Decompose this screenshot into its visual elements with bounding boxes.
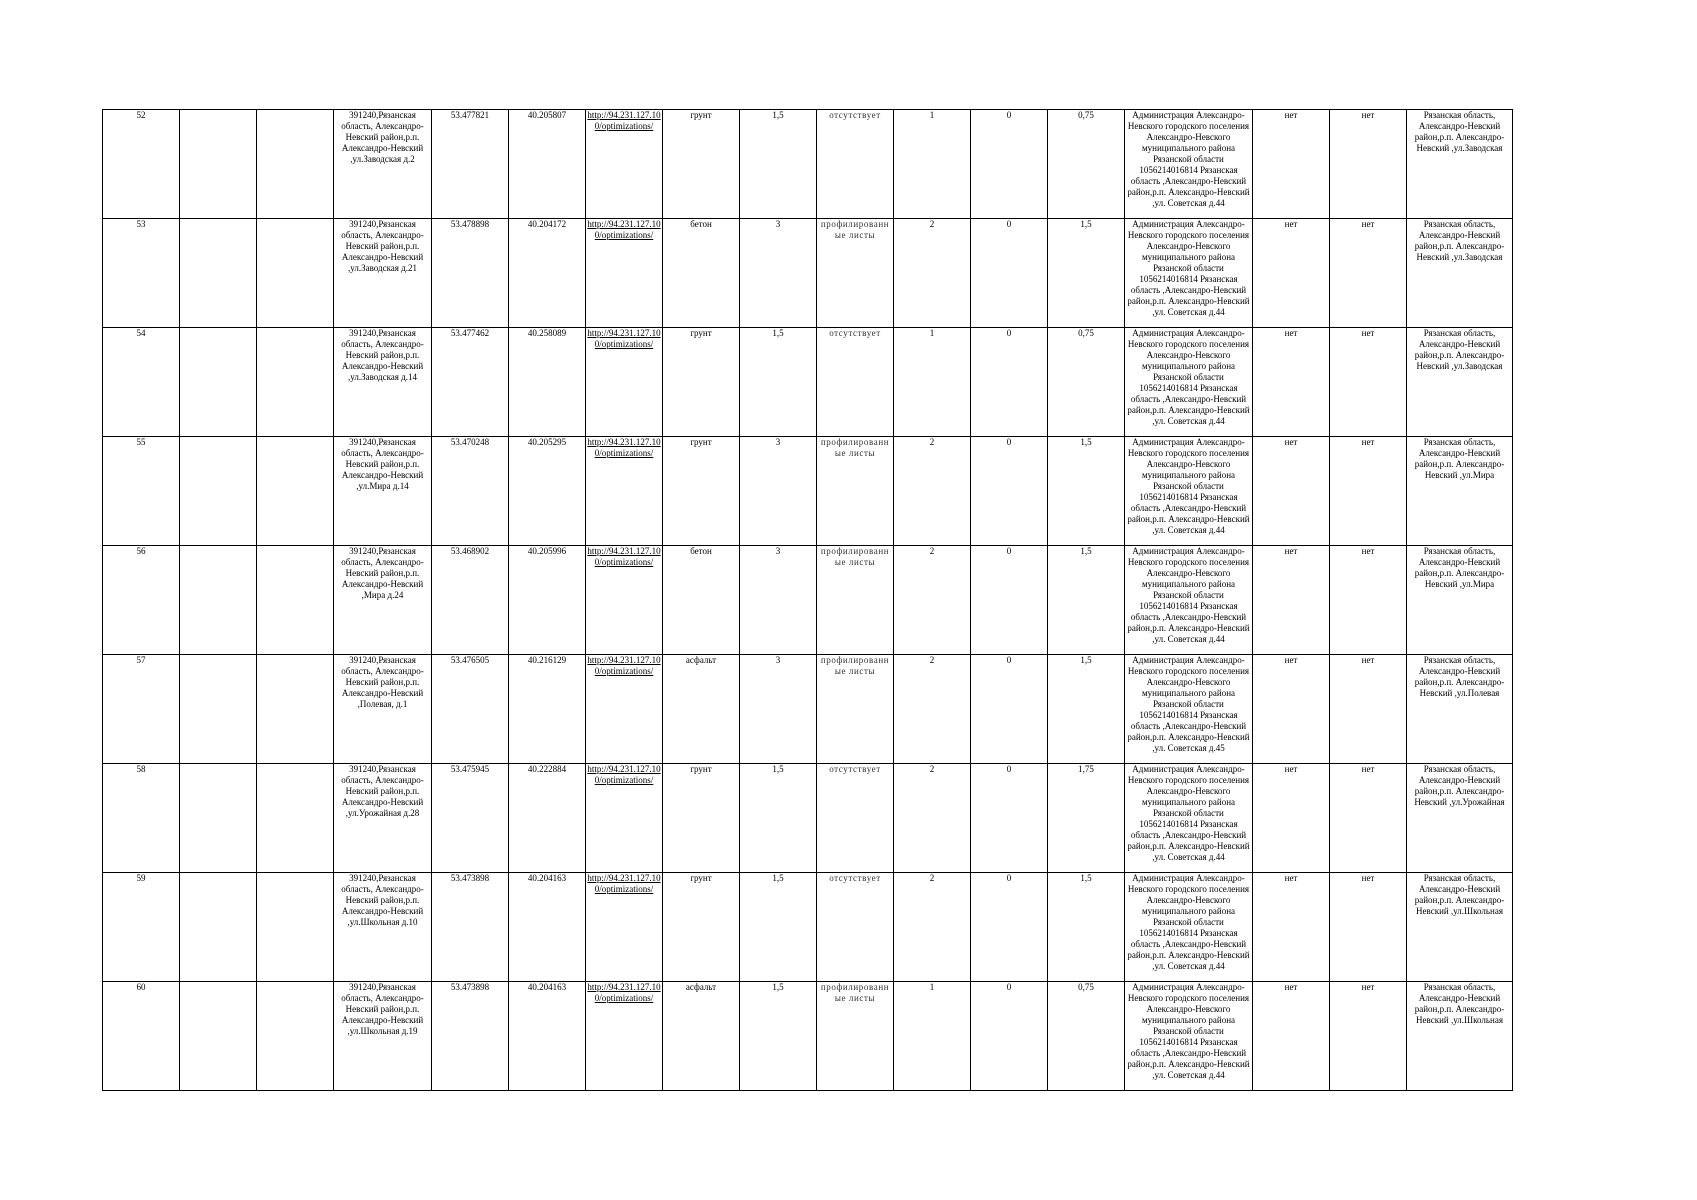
address-cell: 391240,Рязанская область, Александро-Невский район,р.п. Александро-Невский ,Мира д.24	[334, 546, 432, 655]
latitude-cell: 53.477462	[432, 328, 509, 437]
container-count-cell: 2	[894, 655, 971, 764]
owner-info-cell: Администрация Александро-Невского городского поселения Александро-Невского муниципального района Рязанской области 1056214016814 Рязанская область ,Александро-Невский район,р.п. Александро-Невский ,ул. Советская д.44	[1125, 437, 1253, 546]
owner-info-cell: Администрация Александро-Невского городского поселения Александро-Невского муниципального района Рязанской области 1056214016814 Рязанская область ,Александро-Невский район,р.п. Александро-Невский ,ул. Советская д.44	[1125, 982, 1253, 1091]
longitude-cell: 40.258089	[509, 328, 586, 437]
status-cell: нет	[1330, 546, 1407, 655]
waste-sources-cell: Рязанская область, Александро-Невский район,р.п. Александро-Невский ,ул.Заводская	[1407, 219, 1513, 328]
table-row	[103, 873, 1513, 982]
planned-containers-cell: 0	[971, 873, 1048, 982]
empty-cell	[257, 110, 334, 219]
surface-type-cell: грунт	[663, 764, 740, 873]
fence-type-cell: отсутствует	[817, 873, 894, 982]
planned-containers-cell: 0	[971, 655, 1048, 764]
area-cell: 1,5	[740, 764, 817, 873]
surface-type-cell: грунт	[663, 437, 740, 546]
address-cell: 391240,Рязанская область, Александро-Невский район,р.п. Александро-Невский ,ул.Школьная д.10	[334, 873, 432, 982]
empty-cell	[180, 437, 257, 546]
volume-cell: 1,75	[1048, 764, 1125, 873]
status-cell: нет	[1253, 873, 1330, 982]
row-number-cell: 57	[103, 655, 180, 764]
status-cell: нет	[1253, 328, 1330, 437]
table-row	[103, 546, 1513, 655]
waste-sources-cell: Рязанская область, Александро-Невский район,р.п. Александро-Невский ,ул.Школьная	[1407, 873, 1513, 982]
address-cell: 391240,Рязанская область, Александро-Невский район,р.п. Александро-Невский ,Полевая, д.1	[334, 655, 432, 764]
row-number-cell: 53	[103, 219, 180, 328]
volume-cell: 1,5	[1048, 546, 1125, 655]
row-number-cell: 52	[103, 110, 180, 219]
map-link[interactable]: http://94.231.127.10 0/optimizations/	[586, 764, 663, 873]
planned-containers-cell: 0	[971, 764, 1048, 873]
owner-info-cell: Администрация Александро-Невского городского поселения Александро-Невского муниципального района Рязанской области 1056214016814 Рязанская область ,Александро-Невский район,р.п. Александро-Невский ,ул. Советская д.44	[1125, 328, 1253, 437]
table-row	[103, 655, 1513, 764]
area-cell: 3	[740, 546, 817, 655]
latitude-cell: 53.476505	[432, 655, 509, 764]
planned-containers-cell: 0	[971, 219, 1048, 328]
volume-cell: 1,5	[1048, 219, 1125, 328]
latitude-cell: 53.473898	[432, 982, 509, 1091]
status-cell: нет	[1253, 982, 1330, 1091]
latitude-cell: 53.468902	[432, 546, 509, 655]
row-number-cell: 55	[103, 437, 180, 546]
map-link[interactable]: http://94.231.127.10 0/optimizations/	[586, 873, 663, 982]
row-number-cell: 60	[103, 982, 180, 1091]
container-count-cell: 2	[894, 546, 971, 655]
table-row	[103, 110, 1513, 219]
surface-type-cell: грунт	[663, 873, 740, 982]
empty-cell	[180, 110, 257, 219]
fence-type-cell: профилированные листы	[817, 437, 894, 546]
planned-containers-cell: 0	[971, 437, 1048, 546]
waste-sources-cell: Рязанская область, Александро-Невский район,р.п. Александро-Невский ,ул.Мира	[1407, 437, 1513, 546]
fence-type-cell: отсутствует	[817, 110, 894, 219]
status-cell: нет	[1330, 655, 1407, 764]
table-row	[103, 219, 1513, 328]
planned-containers-cell: 0	[971, 110, 1048, 219]
owner-info-cell: Администрация Александро-Невского городского поселения Александро-Невского муниципального района Рязанской области 1056214016814 Рязанская область ,Александро-Невский район,р.п. Александро-Невский ,ул. Советская д.44	[1125, 219, 1253, 328]
status-cell: нет	[1330, 764, 1407, 873]
empty-cell	[257, 764, 334, 873]
latitude-cell: 53.470248	[432, 437, 509, 546]
waste-sources-cell: Рязанская область, Александро-Невский район,р.п. Александро-Невский ,ул.Заводская	[1407, 110, 1513, 219]
latitude-cell: 53.473898	[432, 873, 509, 982]
container-count-cell: 2	[894, 219, 971, 328]
status-cell: нет	[1253, 110, 1330, 219]
map-link[interactable]: http://94.231.127.10 0/optimizations/	[586, 437, 663, 546]
planned-containers-cell: 0	[971, 982, 1048, 1091]
owner-info-cell: Администрация Александро-Невского городского поселения Александро-Невского муниципального района Рязанской области 1056214016814 Рязанская область ,Александро-Невский район,р.п. Александро-Невский ,ул. Советская д.44	[1125, 110, 1253, 219]
row-number-cell: 54	[103, 328, 180, 437]
area-cell: 3	[740, 437, 817, 546]
empty-cell	[180, 655, 257, 764]
empty-cell	[257, 655, 334, 764]
longitude-cell: 40.216129	[509, 655, 586, 764]
status-cell: нет	[1330, 219, 1407, 328]
empty-cell	[257, 437, 334, 546]
container-count-cell: 1	[894, 110, 971, 219]
address-cell: 391240,Рязанская область, Александро-Невский район,р.п. Александро-Невский ,ул.Заводская д.2	[334, 110, 432, 219]
longitude-cell: 40.204163	[509, 982, 586, 1091]
volume-cell: 1,5	[1048, 437, 1125, 546]
status-cell: нет	[1253, 219, 1330, 328]
empty-cell	[180, 328, 257, 437]
volume-cell: 1,5	[1048, 873, 1125, 982]
status-cell: нет	[1330, 982, 1407, 1091]
empty-cell	[257, 219, 334, 328]
status-cell: нет	[1330, 328, 1407, 437]
map-link[interactable]: http://94.231.127.10 0/optimizations/	[586, 328, 663, 437]
waste-sources-cell: Рязанская область, Александро-Невский район,р.п. Александро-Невский ,ул.Заводская	[1407, 328, 1513, 437]
empty-cell	[180, 546, 257, 655]
map-link[interactable]: http://94.231.127.10 0/optimizations/	[586, 655, 663, 764]
status-cell: нет	[1253, 437, 1330, 546]
waste-sources-cell: Рязанская область, Александро-Невский район,р.п. Александро-Невский ,ул.Урожайная	[1407, 764, 1513, 873]
surface-type-cell: бетон	[663, 219, 740, 328]
table-row	[103, 437, 1513, 546]
empty-cell	[180, 764, 257, 873]
longitude-cell: 40.204163	[509, 873, 586, 982]
planned-containers-cell: 0	[971, 546, 1048, 655]
container-count-cell: 2	[894, 764, 971, 873]
empty-cell	[257, 546, 334, 655]
container-count-cell: 2	[894, 437, 971, 546]
empty-cell	[180, 873, 257, 982]
map-link[interactable]: http://94.231.127.10 0/optimizations/	[586, 219, 663, 328]
owner-info-cell: Администрация Александро-Невского городского поселения Александро-Невского муниципального района Рязанской области 1056214016814 Рязанская область ,Александро-Невский район,р.п. Александро-Невский ,ул. Советская д.44	[1125, 546, 1253, 655]
surface-type-cell: грунт	[663, 328, 740, 437]
registry-table	[102, 109, 1513, 1091]
longitude-cell: 40.205807	[509, 110, 586, 219]
empty-cell	[180, 219, 257, 328]
area-cell: 1,5	[740, 873, 817, 982]
table-row	[103, 764, 1513, 873]
map-link[interactable]: http://94.231.127.10 0/optimizations/	[586, 546, 663, 655]
area-cell: 1,5	[740, 328, 817, 437]
waste-sources-cell: Рязанская область, Александро-Невский район,р.п. Александро-Невский ,ул.Школьная	[1407, 982, 1513, 1091]
waste-sources-cell: Рязанская область, Александро-Невский район,р.п. Александро-Невский ,ул.Полевая	[1407, 655, 1513, 764]
fence-type-cell: профилированные листы	[817, 982, 894, 1091]
status-cell: нет	[1253, 655, 1330, 764]
table-row	[103, 982, 1513, 1091]
address-cell: 391240,Рязанская область, Александро-Невский район,р.п. Александро-Невский ,ул.Школьная д.19	[334, 982, 432, 1091]
owner-info-cell: Администрация Александро-Невского городского поселения Александро-Невского муниципального района Рязанской области 1056214016814 Рязанская область ,Александро-Невский район,р.п. Александро-Невский ,ул. Советская д.44	[1125, 873, 1253, 982]
fence-type-cell: отсутствует	[817, 328, 894, 437]
volume-cell: 1,5	[1048, 655, 1125, 764]
volume-cell: 0,75	[1048, 328, 1125, 437]
map-link[interactable]: http://94.231.127.10 0/optimizations/	[586, 982, 663, 1091]
empty-cell	[257, 873, 334, 982]
latitude-cell: 53.478898	[432, 219, 509, 328]
longitude-cell: 40.222884	[509, 764, 586, 873]
registry-rows	[103, 110, 1513, 1091]
fence-type-cell: профилированные листы	[817, 546, 894, 655]
area-cell: 3	[740, 219, 817, 328]
map-link[interactable]: http://94.231.127.10 0/optimizations/	[586, 110, 663, 219]
surface-type-cell: асфальт	[663, 655, 740, 764]
waste-sources-cell: Рязанская область, Александро-Невский район,р.п. Александро-Невский ,ул.Мира	[1407, 546, 1513, 655]
address-cell: 391240,Рязанская область, Александро-Невский район,р.п. Александро-Невский ,ул.Урожайная д.28	[334, 764, 432, 873]
planned-containers-cell: 0	[971, 328, 1048, 437]
latitude-cell: 53.475945	[432, 764, 509, 873]
fence-type-cell: профилированные листы	[817, 655, 894, 764]
fence-type-cell: профилированные листы	[817, 219, 894, 328]
longitude-cell: 40.205295	[509, 437, 586, 546]
owner-info-cell: Администрация Александро-Невского городского поселения Александро-Невского муниципального района Рязанской области 1056214016814 Рязанская область ,Александро-Невский район,р.п. Александро-Невский ,ул. Советская д.44	[1125, 764, 1253, 873]
volume-cell: 0,75	[1048, 982, 1125, 1091]
area-cell: 3	[740, 655, 817, 764]
status-cell: нет	[1330, 110, 1407, 219]
address-cell: 391240,Рязанская область, Александро-Невский район,р.п. Александро-Невский ,ул.Заводская д.14	[334, 328, 432, 437]
empty-cell	[257, 328, 334, 437]
surface-type-cell: асфальт	[663, 982, 740, 1091]
status-cell: нет	[1330, 437, 1407, 546]
surface-type-cell: грунт	[663, 110, 740, 219]
volume-cell: 0,75	[1048, 110, 1125, 219]
container-count-cell: 1	[894, 982, 971, 1091]
row-number-cell: 58	[103, 764, 180, 873]
table-row	[103, 328, 1513, 437]
longitude-cell: 40.204172	[509, 219, 586, 328]
area-cell: 1,5	[740, 110, 817, 219]
row-number-cell: 59	[103, 873, 180, 982]
surface-type-cell: бетон	[663, 546, 740, 655]
container-count-cell: 1	[894, 328, 971, 437]
status-cell: нет	[1253, 764, 1330, 873]
status-cell: нет	[1253, 546, 1330, 655]
longitude-cell: 40.205996	[509, 546, 586, 655]
container-count-cell: 2	[894, 873, 971, 982]
address-cell: 391240,Рязанская область, Александро-Невский район,р.п. Александро-Невский ,ул.Заводская д.21	[334, 219, 432, 328]
owner-info-cell: Администрация Александро-Невского городского поселения Александро-Невского муниципального района Рязанской области 1056214016814 Рязанская область ,Александро-Невский район,р.п. Александро-Невский ,ул. Советская д.45	[1125, 655, 1253, 764]
row-number-cell: 56	[103, 546, 180, 655]
empty-cell	[257, 982, 334, 1091]
fence-type-cell: отсутствует	[817, 764, 894, 873]
status-cell: нет	[1330, 873, 1407, 982]
latitude-cell: 53.477821	[432, 110, 509, 219]
address-cell: 391240,Рязанская область, Александро-Невский район,р.п. Александро-Невский ,ул.Мира д.14	[334, 437, 432, 546]
empty-cell	[180, 982, 257, 1091]
area-cell: 1,5	[740, 982, 817, 1091]
